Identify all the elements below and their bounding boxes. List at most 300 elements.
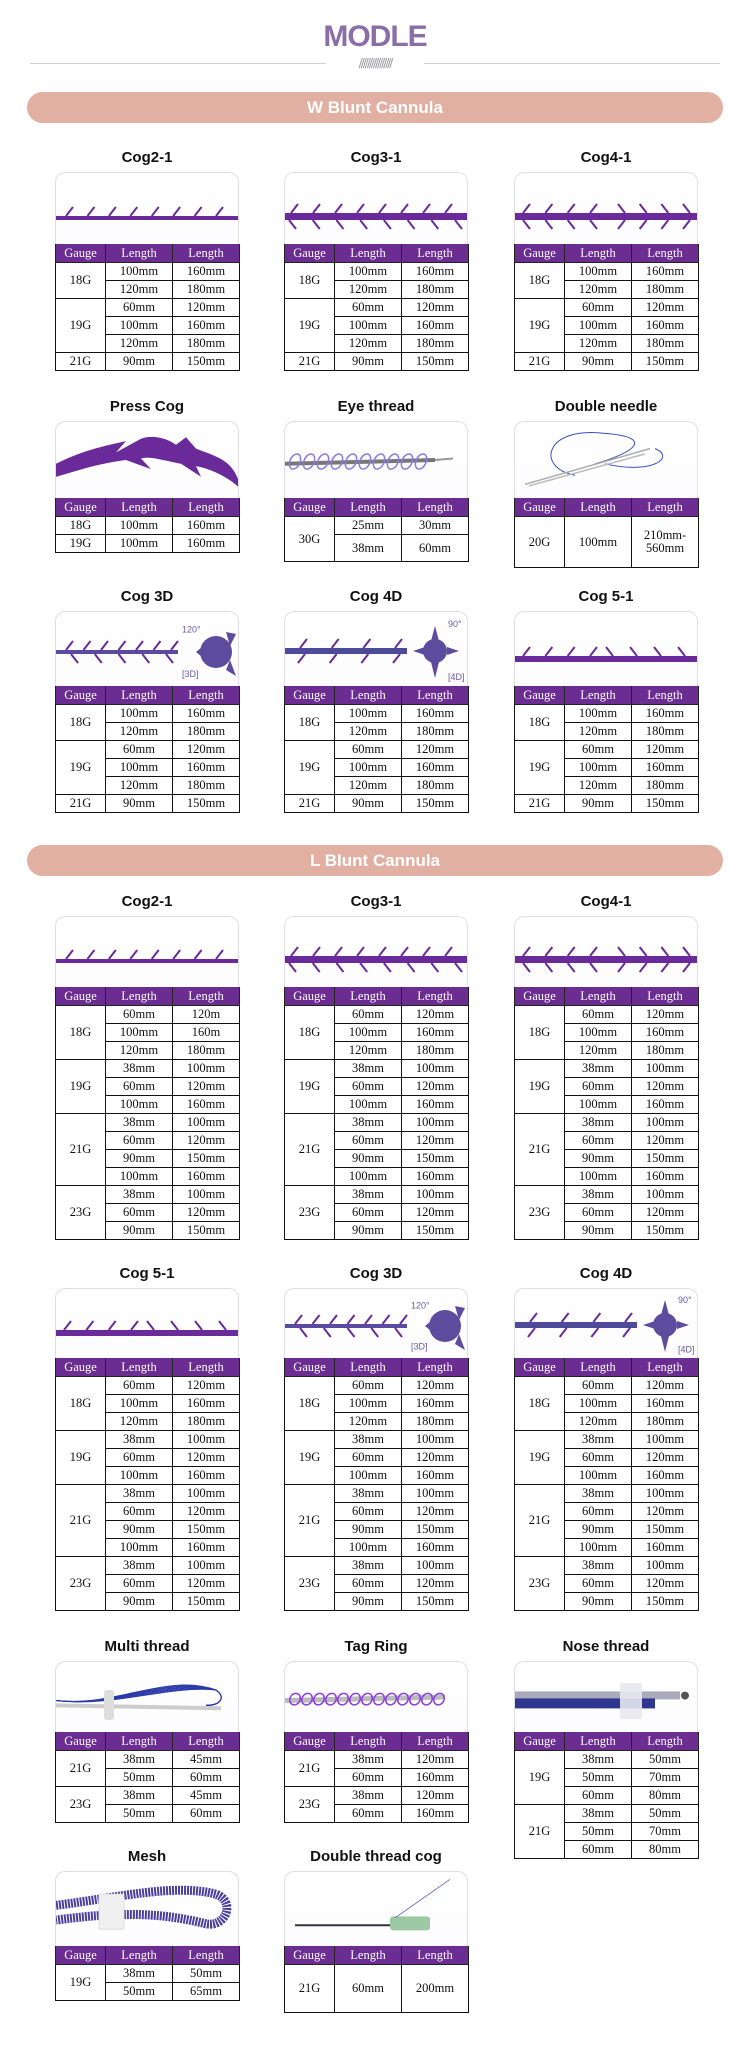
table-row xyxy=(285,1114,469,1132)
table-row xyxy=(285,517,469,535)
length-cell: 120mm xyxy=(632,1006,699,1024)
length-cell: 60mm xyxy=(106,1575,173,1593)
length-cell: 120mm xyxy=(335,281,402,299)
section-banner-w-blunt-cannula: W Blunt Cannula xyxy=(27,92,723,123)
gauge-cell: 18G xyxy=(56,517,106,535)
product-card-double-needle xyxy=(514,398,698,568)
length-cell: 90mm xyxy=(565,1593,632,1611)
length-cell: 25mm xyxy=(335,517,402,535)
length-cell: 100mm xyxy=(402,1431,469,1449)
length-cell: 120mm xyxy=(402,1787,469,1805)
length-header: Length xyxy=(565,1358,632,1377)
spec-table-header xyxy=(515,1732,699,1751)
table-row xyxy=(515,1186,699,1204)
product-title: Cog4-1 xyxy=(580,893,632,910)
product-card-mesh xyxy=(55,1848,239,2001)
length-cell: 160mm xyxy=(173,1096,240,1114)
gauge-header: Gauge xyxy=(515,244,565,263)
gauge-cell: 21G xyxy=(515,1805,565,1859)
table-row xyxy=(285,263,469,281)
length-cell: 38mm xyxy=(106,1751,173,1769)
length-cell: 38mm xyxy=(565,1060,632,1078)
table-row xyxy=(56,263,240,281)
length-cell: 100mm xyxy=(173,1114,240,1132)
gauge-cell: 23G xyxy=(285,1787,335,1823)
gauge-header: Gauge xyxy=(56,987,106,1006)
length-cell: 120mm xyxy=(402,1449,469,1467)
product-title: Mesh xyxy=(127,1848,167,1865)
product-card-cog-5-1 xyxy=(55,1265,239,1611)
length-cell: 180mm xyxy=(402,1042,469,1060)
table-row xyxy=(515,1114,699,1132)
length-cell: 70mm xyxy=(632,1823,699,1841)
product-title: Cog2-1 xyxy=(121,893,173,910)
length-cell: 60mm xyxy=(106,741,173,759)
spec-table-header xyxy=(515,1358,699,1377)
length-cell: 90mm xyxy=(335,1593,402,1611)
product-card-cog-3-1 xyxy=(284,149,468,371)
gauge-header: Gauge xyxy=(56,498,106,517)
length-cell: 160mm xyxy=(402,1539,469,1557)
eye-thread-illustration-icon xyxy=(285,422,467,498)
gauge-cell: 21G xyxy=(515,1485,565,1557)
length-cell: 60mm xyxy=(565,741,632,759)
spec-table-header xyxy=(56,987,240,1006)
length-cell: 160mm xyxy=(402,1769,469,1787)
length-cell: 150mm xyxy=(402,1521,469,1539)
length-cell: 150mm xyxy=(402,1593,469,1611)
length-cell: 150mm xyxy=(173,1521,240,1539)
length-cell: 100mm xyxy=(106,517,173,535)
length-header: Length xyxy=(173,498,240,517)
product-image xyxy=(514,172,698,244)
spec-table xyxy=(284,1358,469,1611)
length-cell: 50mm xyxy=(106,1983,173,2001)
length-cell: 60mm xyxy=(565,1503,632,1521)
length-cell: 120mm xyxy=(565,723,632,741)
product-card-cog-4d xyxy=(514,1265,698,1611)
product-card-cog-4-1 xyxy=(514,149,698,371)
length-cell: 160mm xyxy=(402,1805,469,1823)
length-cell: 120mm xyxy=(173,1132,240,1150)
table-row xyxy=(56,741,240,759)
length-cell: 160mm xyxy=(632,317,699,335)
gauge-cell: 18G xyxy=(515,1006,565,1060)
gauge-cell: 19G xyxy=(56,299,106,353)
table-row xyxy=(56,1557,240,1575)
length-header: Length xyxy=(106,1358,173,1377)
gauge-header: Gauge xyxy=(56,1732,106,1751)
spec-table xyxy=(55,1946,240,2001)
table-row xyxy=(285,1485,469,1503)
product-title: Cog 3D xyxy=(349,1265,403,1282)
length-cell: 50mm xyxy=(173,1965,240,1983)
length-cell: 60mm xyxy=(565,1575,632,1593)
length-cell: 100mm xyxy=(402,1114,469,1132)
spec-table-header xyxy=(515,987,699,1006)
length-cell: 38mm xyxy=(106,1787,173,1805)
illustration-label: [3D] xyxy=(411,1341,428,1352)
length-cell: 150mm xyxy=(173,353,240,371)
length-cell: 120mm xyxy=(173,1377,240,1395)
length-cell: 100mm xyxy=(402,1186,469,1204)
spec-table xyxy=(55,686,240,813)
length-cell: 120mm xyxy=(632,1503,699,1521)
length-cell: 180mm xyxy=(632,1042,699,1060)
table-row xyxy=(285,1006,469,1024)
mesh-illustration-icon xyxy=(56,1872,238,1946)
gauge-cell: 30G xyxy=(285,517,335,562)
length-cell: 50mm xyxy=(565,1823,632,1841)
length-cell: 38mm xyxy=(106,1114,173,1132)
length-header: Length xyxy=(632,1358,699,1377)
length-cell: 180mm xyxy=(173,281,240,299)
length-cell: 90mm xyxy=(565,1222,632,1240)
gauge-header: Gauge xyxy=(56,1358,106,1377)
length-cell: 100mm xyxy=(565,1467,632,1485)
length-cell: 120mm xyxy=(632,1575,699,1593)
product-image xyxy=(284,1288,468,1358)
length-cell: 150mm xyxy=(402,353,469,371)
length-cell: 100mm xyxy=(335,1539,402,1557)
length-cell: 120mm xyxy=(173,299,240,317)
length-cell: 100mm xyxy=(565,1024,632,1042)
length-cell: 120mm xyxy=(106,1042,173,1060)
length-cell: 100mm xyxy=(106,535,173,553)
length-cell: 180mm xyxy=(402,1413,469,1431)
gauge-cell: 21G xyxy=(56,1114,106,1186)
product-image xyxy=(514,1288,698,1358)
length-cell: 60mm xyxy=(335,1377,402,1395)
length-cell: 120mm xyxy=(173,1078,240,1096)
gauge-header: Gauge xyxy=(285,686,335,705)
table-row xyxy=(56,353,240,371)
length-cell: 120mm xyxy=(402,1503,469,1521)
table-row xyxy=(56,1787,240,1805)
length-cell: 180mm xyxy=(173,1413,240,1431)
length-cell: 120mm xyxy=(402,1751,469,1769)
length-cell: 180mm xyxy=(402,281,469,299)
length-header: Length xyxy=(632,498,699,517)
table-row xyxy=(285,1965,469,2013)
length-cell: 60mm xyxy=(106,1204,173,1222)
gauge-cell: 19G xyxy=(515,299,565,353)
length-cell: 100mm xyxy=(565,705,632,723)
table-row xyxy=(56,1751,240,1769)
table-row xyxy=(285,741,469,759)
length-cell: 60mm xyxy=(335,1503,402,1521)
cog-5-1-illustration-icon xyxy=(515,612,697,686)
product-image xyxy=(284,611,468,686)
gauge-cell: 23G xyxy=(285,1557,335,1611)
product-card-multi-thread xyxy=(55,1638,239,1823)
gauge-header: Gauge xyxy=(56,686,106,705)
length-cell: 120mm xyxy=(402,1006,469,1024)
product-card-nose-thread xyxy=(514,1638,698,1859)
length-cell: 150mm xyxy=(632,353,699,371)
length-header: Length xyxy=(632,987,699,1006)
length-cell: 120mm xyxy=(173,1449,240,1467)
length-cell: 90mm xyxy=(335,795,402,813)
length-header: Length xyxy=(173,686,240,705)
gauge-header: Gauge xyxy=(285,1732,335,1751)
table-row xyxy=(515,741,699,759)
length-cell: 60mm xyxy=(106,1503,173,1521)
table-row xyxy=(285,1557,469,1575)
product-title: Tag Ring xyxy=(344,1638,408,1655)
spec-table-header xyxy=(285,1946,469,1965)
length-cell: 60mm xyxy=(335,1769,402,1787)
length-cell: 100mm xyxy=(173,1186,240,1204)
length-cell: 150mm xyxy=(173,1222,240,1240)
length-cell: 180mm xyxy=(402,335,469,353)
length-cell: 100mm xyxy=(632,1557,699,1575)
length-header: Length xyxy=(173,1358,240,1377)
length-header: Length xyxy=(106,244,173,263)
length-cell: 160m xyxy=(173,1024,240,1042)
length-cell: 100mm xyxy=(402,1557,469,1575)
length-cell: 100mm xyxy=(565,517,632,568)
spec-table-header xyxy=(56,498,240,517)
length-cell: 120mm xyxy=(402,1204,469,1222)
gauge-cell: 19G xyxy=(515,741,565,795)
gauge-cell: 19G xyxy=(56,1965,106,2001)
length-cell: 160mm xyxy=(402,317,469,335)
spec-table-header xyxy=(56,1946,240,1965)
length-cell: 38mm xyxy=(106,1431,173,1449)
length-cell: 90mm xyxy=(565,1521,632,1539)
length-cell: 90mm xyxy=(565,795,632,813)
product-card-cog-3-1 xyxy=(284,893,468,1240)
product-image xyxy=(55,1871,239,1946)
table-row xyxy=(515,1557,699,1575)
gauge-cell: 19G xyxy=(56,535,106,553)
length-cell: 90mm xyxy=(106,1150,173,1168)
gauge-cell: 21G xyxy=(515,795,565,813)
table-row xyxy=(285,1060,469,1078)
length-cell: 180mm xyxy=(173,1042,240,1060)
length-cell: 120mm xyxy=(106,281,173,299)
product-title: Cog2-1 xyxy=(121,149,173,166)
gauge-cell: 21G xyxy=(285,795,335,813)
gauge-cell: 19G xyxy=(56,741,106,795)
spec-table-header xyxy=(56,1358,240,1377)
length-cell: 45mm xyxy=(173,1787,240,1805)
spec-table xyxy=(284,498,469,562)
table-row xyxy=(285,353,469,371)
length-cell: 100mm xyxy=(335,1096,402,1114)
length-cell: 90mm xyxy=(106,353,173,371)
length-cell: 100mm xyxy=(106,1096,173,1114)
length-cell: 90mm xyxy=(565,353,632,371)
length-cell: 160mm xyxy=(402,759,469,777)
length-header: Length xyxy=(632,686,699,705)
length-cell: 150mm xyxy=(632,795,699,813)
length-cell: 38mm xyxy=(565,1485,632,1503)
length-cell: 90mm xyxy=(106,1521,173,1539)
product-image xyxy=(55,916,239,987)
gauge-header: Gauge xyxy=(515,987,565,1006)
length-cell: 90mm xyxy=(106,1593,173,1611)
table-row xyxy=(285,1431,469,1449)
table-row xyxy=(515,1377,699,1395)
gauge-cell: 21G xyxy=(56,353,106,371)
length-header: Length xyxy=(106,1946,173,1965)
cog-5-1-illustration-icon xyxy=(56,1289,238,1358)
gauge-cell: 18G xyxy=(285,1377,335,1431)
product-title: Double thread cog xyxy=(310,1848,442,1865)
product-card-cog-3d xyxy=(284,1265,468,1611)
product-title: Cog3-1 xyxy=(350,149,402,166)
length-cell: 150mm xyxy=(402,1150,469,1168)
length-cell: 90mm xyxy=(565,1150,632,1168)
product-title: Cog3-1 xyxy=(350,893,402,910)
length-header: Length xyxy=(106,987,173,1006)
length-cell: 65mm xyxy=(173,1983,240,2001)
gauge-cell: 18G xyxy=(56,263,106,299)
table-row xyxy=(285,795,469,813)
length-cell: 60mm xyxy=(335,741,402,759)
length-header: Length xyxy=(402,987,469,1006)
gauge-cell: 18G xyxy=(515,705,565,741)
gauge-header: Gauge xyxy=(285,1358,335,1377)
length-cell: 100mm xyxy=(335,317,402,335)
length-header: Length xyxy=(402,1358,469,1377)
product-card-cog-5-1 xyxy=(514,588,698,813)
double-thread-cog-illustration-icon xyxy=(285,1872,467,1946)
table-row xyxy=(285,1751,469,1769)
multi-thread-illustration-icon xyxy=(56,1662,238,1732)
length-header: Length xyxy=(565,1732,632,1751)
double-needle-illustration-icon xyxy=(515,422,697,498)
length-cell: 38mm xyxy=(335,1751,402,1769)
length-cell: 38mm xyxy=(106,1060,173,1078)
table-row xyxy=(285,1377,469,1395)
gauge-cell: 21G xyxy=(285,353,335,371)
cog-3-1-illustration-icon xyxy=(285,173,467,244)
table-row xyxy=(515,517,699,568)
table-row xyxy=(56,517,240,535)
gauge-cell: 20G xyxy=(515,517,565,568)
length-cell: 38mm xyxy=(335,1186,402,1204)
length-header: Length xyxy=(335,244,402,263)
length-cell: 100mm xyxy=(106,759,173,777)
length-cell: 50mm xyxy=(106,1805,173,1823)
length-cell: 100mm xyxy=(173,1557,240,1575)
length-cell: 120mm xyxy=(106,1413,173,1431)
length-cell: 180mm xyxy=(632,281,699,299)
length-cell: 120mm xyxy=(402,299,469,317)
table-row xyxy=(56,1485,240,1503)
product-image xyxy=(284,172,468,244)
length-cell: 120mm xyxy=(632,1449,699,1467)
length-cell: 120mm xyxy=(106,335,173,353)
length-cell: 100mm xyxy=(335,1467,402,1485)
length-header: Length xyxy=(402,498,469,517)
illustration-label: 120° xyxy=(411,1300,430,1311)
length-cell: 80mm xyxy=(632,1841,699,1859)
length-cell: 38mm xyxy=(565,1557,632,1575)
gauge-cell: 18G xyxy=(56,1006,106,1060)
length-cell: 160mm xyxy=(173,317,240,335)
length-cell: 180mm xyxy=(632,777,699,795)
length-cell: 100mm xyxy=(335,759,402,777)
length-cell: 60mm xyxy=(565,1449,632,1467)
length-cell: 100mm xyxy=(335,263,402,281)
length-cell: 210mm- 560mm xyxy=(632,517,699,568)
length-cell: 120mm xyxy=(402,1078,469,1096)
table-row xyxy=(56,299,240,317)
product-card-tag-ring xyxy=(284,1638,468,1823)
length-cell: 100mm xyxy=(565,1395,632,1413)
spec-table xyxy=(514,1358,699,1611)
length-cell: 160mm xyxy=(402,1168,469,1186)
length-header: Length xyxy=(632,244,699,263)
product-title: Eye thread xyxy=(337,398,415,415)
length-cell: 60mm xyxy=(335,1965,402,2013)
length-cell: 60mm xyxy=(565,1841,632,1859)
length-cell: 38mm xyxy=(335,535,402,562)
length-cell: 200mm xyxy=(402,1965,469,2013)
length-cell: 160mm xyxy=(632,1395,699,1413)
length-cell: 60mm xyxy=(335,1132,402,1150)
table-row xyxy=(285,299,469,317)
length-cell: 160mm xyxy=(632,1467,699,1485)
product-title: Cog 5-1 xyxy=(119,1265,175,1282)
length-cell: 100mm xyxy=(335,705,402,723)
length-cell: 38mm xyxy=(565,1431,632,1449)
gauge-cell: 19G xyxy=(285,1060,335,1114)
length-header: Length xyxy=(565,498,632,517)
length-cell: 100mm xyxy=(106,1467,173,1485)
table-row xyxy=(515,1805,699,1823)
length-cell: 90mm xyxy=(106,795,173,813)
length-cell: 180mm xyxy=(173,335,240,353)
table-row xyxy=(285,1186,469,1204)
product-card-cog-3d xyxy=(55,588,239,813)
spec-table-header xyxy=(285,1732,469,1751)
product-title: Double needle xyxy=(554,398,658,415)
table-row xyxy=(56,1377,240,1395)
length-cell: 180mm xyxy=(402,777,469,795)
spec-table-header xyxy=(56,244,240,263)
length-cell: 38mm xyxy=(106,1485,173,1503)
spec-table-header xyxy=(515,244,699,263)
length-cell: 150mm xyxy=(632,1150,699,1168)
length-cell: 100mm xyxy=(402,1060,469,1078)
gauge-cell: 18G xyxy=(285,705,335,741)
length-cell: 120mm xyxy=(173,1204,240,1222)
length-cell: 90mm xyxy=(335,1222,402,1240)
length-cell: 60mm xyxy=(106,1132,173,1150)
gauge-header: Gauge xyxy=(515,498,565,517)
spec-table xyxy=(284,1946,469,2013)
length-cell: 100mm xyxy=(565,1168,632,1186)
product-title: Nose thread xyxy=(562,1638,650,1655)
product-card-cog-2-1 xyxy=(55,893,239,1240)
table-row xyxy=(515,263,699,281)
length-cell: 50mm xyxy=(632,1805,699,1823)
length-cell: 60mm xyxy=(565,1377,632,1395)
length-header: Length xyxy=(106,498,173,517)
length-cell: 160mm xyxy=(632,1539,699,1557)
length-cell: 160mm xyxy=(402,1467,469,1485)
length-cell: 120mm xyxy=(335,723,402,741)
gauge-cell: 23G xyxy=(56,1186,106,1240)
gauge-cell: 21G xyxy=(515,353,565,371)
length-cell: 60mm xyxy=(565,299,632,317)
gauge-cell: 18G xyxy=(285,263,335,299)
